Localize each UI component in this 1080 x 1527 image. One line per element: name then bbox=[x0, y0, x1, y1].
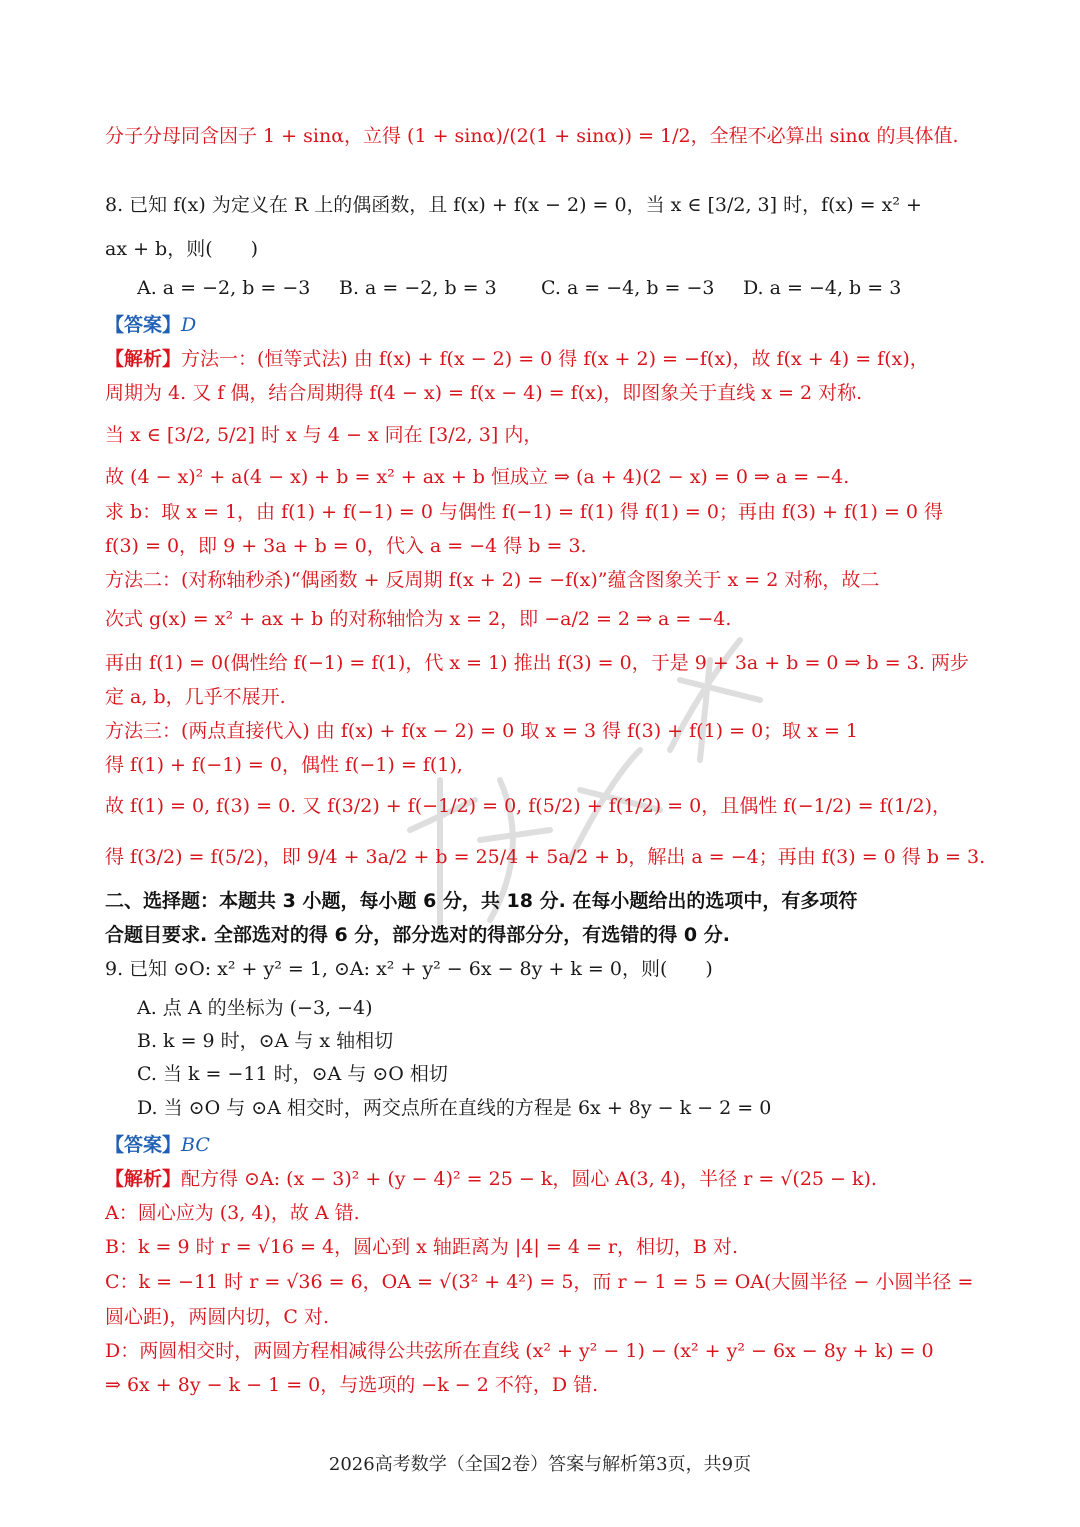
analysis-text: 方法一：(恒等式法) 由 f(x) + f(x − 2) = 0 得 f(x + 2) = −f(x)，故 f(x + 4) = f(x)， bbox=[181, 348, 929, 370]
solution-line: 周期为 4. 又 f 偶，结合周期得 f(4 − x) = f(x − 4) = f(x)，即图象关于直线 x = 2 对称. bbox=[105, 382, 863, 404]
option-c: C. 当 k = −11 时，⊙A 与 ⊙O 相切 bbox=[137, 1063, 448, 1085]
answer-tag: 【答案】 bbox=[105, 1134, 182, 1156]
solution-line: 次式 g(x) = x² + ax + b 的对称轴恰为 x = 2，即 −a/2 = 2 ⇒ a = −4. bbox=[105, 608, 732, 630]
solution-line: 圆心距)，两圆内切，C 对. bbox=[105, 1306, 330, 1328]
solution-line: D：两圆相交时，两圆方程相减得公共弦所在直线 (x² + y² − 1) − (x² + y² − 6x − 8y + k) = 0 bbox=[105, 1340, 934, 1362]
section-heading-cont: 合题目要求. 全部选对的得 6 分，部分选对的得部分分，有选错的得 0 分. bbox=[105, 924, 730, 946]
question-8-stem-cont: ax + b，则( ) bbox=[105, 238, 259, 260]
solution-line: B：k = 9 时 r = √16 = 4，圆心到 x 轴距离为 |4| = 4 = r，相切，B 对. bbox=[105, 1236, 739, 1258]
option-a: A. a = −2, b = −3 bbox=[137, 277, 311, 299]
solution-line: 再由 f(1) = 0(偶性给 f(−1) = f(1)，代 x = 1) 推出 f(3) = 0，于是 9 + 3a + b = 0 ⇒ b = 3. 两步 bbox=[105, 652, 969, 674]
option-b: B. k = 9 时，⊙A 与 x 轴相切 bbox=[137, 1030, 394, 1052]
analysis-line bbox=[105, 1167, 985, 1191]
option-c: C. a = −4, b = −3 bbox=[541, 277, 715, 299]
option-d: D. 当 ⊙O 与 ⊙A 相交时，两交点所在直线的方程是 6x + 8y − k − 2 = 0 bbox=[137, 1097, 772, 1119]
analysis-tag: 【解析】 bbox=[105, 1168, 182, 1190]
solution-line: 故 f(1) = 0, f(3) = 0. 又 f(3/2) + f(−1/2) = 0, f(5/2) + f(1/2) = 0，且偶性 f(−1/2) = f(1/2)， bbox=[105, 795, 952, 817]
option-b: B. a = −2, b = 3 bbox=[339, 277, 497, 299]
solution-line: 定 a, b，几乎不展开. bbox=[105, 686, 286, 708]
answer-tag: 【答案】 bbox=[105, 314, 182, 336]
solution-line: 得 f(3/2) = f(5/2)，即 9/4 + 3a/2 + b = 25/4 + 5a/2 + b，解出 a = −4；再由 f(3) = 0 得 b = 3. bbox=[105, 846, 985, 868]
page-footer: 2026高考数学（全国2卷）答案与解析第3页，共9页 bbox=[328, 1454, 752, 1475]
analysis-tag: 【解析】 bbox=[105, 348, 182, 370]
solution-line: A：圆心应为 (3, 4)，故 A 错. bbox=[105, 1202, 360, 1224]
solution-line: ⇒ 6x + 8y − k − 1 = 0，与选项的 −k − 2 不符，D 错. bbox=[105, 1374, 599, 1396]
solution-line: C：k = −11 时 r = √36 = 6，OA = √(3² + 4²) = 5，而 r − 1 = 5 = OA(大圆半径 − 小圆半径 = bbox=[105, 1271, 974, 1293]
answer-value: D bbox=[181, 314, 197, 336]
solution-line: 求 b：取 x = 1，由 f(1) + f(−1) = 0 与偶性 f(−1) = f(1) 得 f(1) = 0；再由 f(3) + f(1) = 0 得 bbox=[105, 501, 944, 523]
question-8-stem: 8. 已知 f(x) 为定义在 R 上的偶函数，且 f(x) + f(x − 2) = 0，当 x ∈ [3/2, 3] 时，f(x) = x² + bbox=[105, 194, 922, 216]
solution-line: 方法三：(两点直接代入) 由 f(x) + f(x − 2) = 0 取 x = 3 得 f(3) + f(1) = 0；取 x = 1 bbox=[105, 720, 859, 742]
solution-line: 方法二：(对称轴秒杀)“偶函数 + 反周期 f(x + 2) = −f(x)”蕴含图象关于 x = 2 对称，故二 bbox=[105, 569, 880, 591]
solution-line: 当 x ∈ [3/2, 5/2] 时 x 与 4 − x 同在 [3/2, 3] 内， bbox=[105, 424, 543, 446]
answer-line-9 bbox=[105, 1133, 985, 1157]
analysis-line bbox=[105, 347, 985, 371]
solution-line: 分子分母同含因子 1 + sinα，立得 (1 + sinα)/(2(1 + sinα)) = 1/2，全程不必算出 sinα 的具体值. bbox=[105, 125, 959, 147]
section-heading: 二、选择题：本题共 3 小题，每小题 6 分，共 18 分. 在每小题给出的选项中，有多项符 bbox=[105, 890, 858, 912]
question-8-options bbox=[137, 276, 985, 300]
option-d: D. a = −4, b = 3 bbox=[743, 277, 902, 299]
answer-value: BC bbox=[181, 1134, 210, 1156]
solution-line: 故 (4 − x)² + a(4 − x) + b = x² + ax + b 恒成立 ⇒ (a + 4)(2 − x) = 0 ⇒ a = −4. bbox=[105, 466, 850, 488]
analysis-text: 配方得 ⊙A: (x − 3)² + (y − 4)² = 25 − k，圆心 A(3, 4)，半径 r = √(25 − k). bbox=[181, 1168, 877, 1190]
option-a: A. 点 A 的坐标为 (−3, −4) bbox=[137, 997, 373, 1019]
answer-line-8 bbox=[105, 313, 985, 337]
solution-line: 得 f(1) + f(−1) = 0，偶性 f(−1) = f(1), bbox=[105, 754, 463, 776]
question-9-stem: 9. 已知 ⊙O: x² + y² = 1, ⊙A: x² + y² − 6x − 8y + k = 0，则( ) bbox=[105, 958, 713, 980]
solution-line: f(3) = 0，即 9 + 3a + b = 0，代入 a = −4 得 b = 3. bbox=[105, 535, 587, 557]
